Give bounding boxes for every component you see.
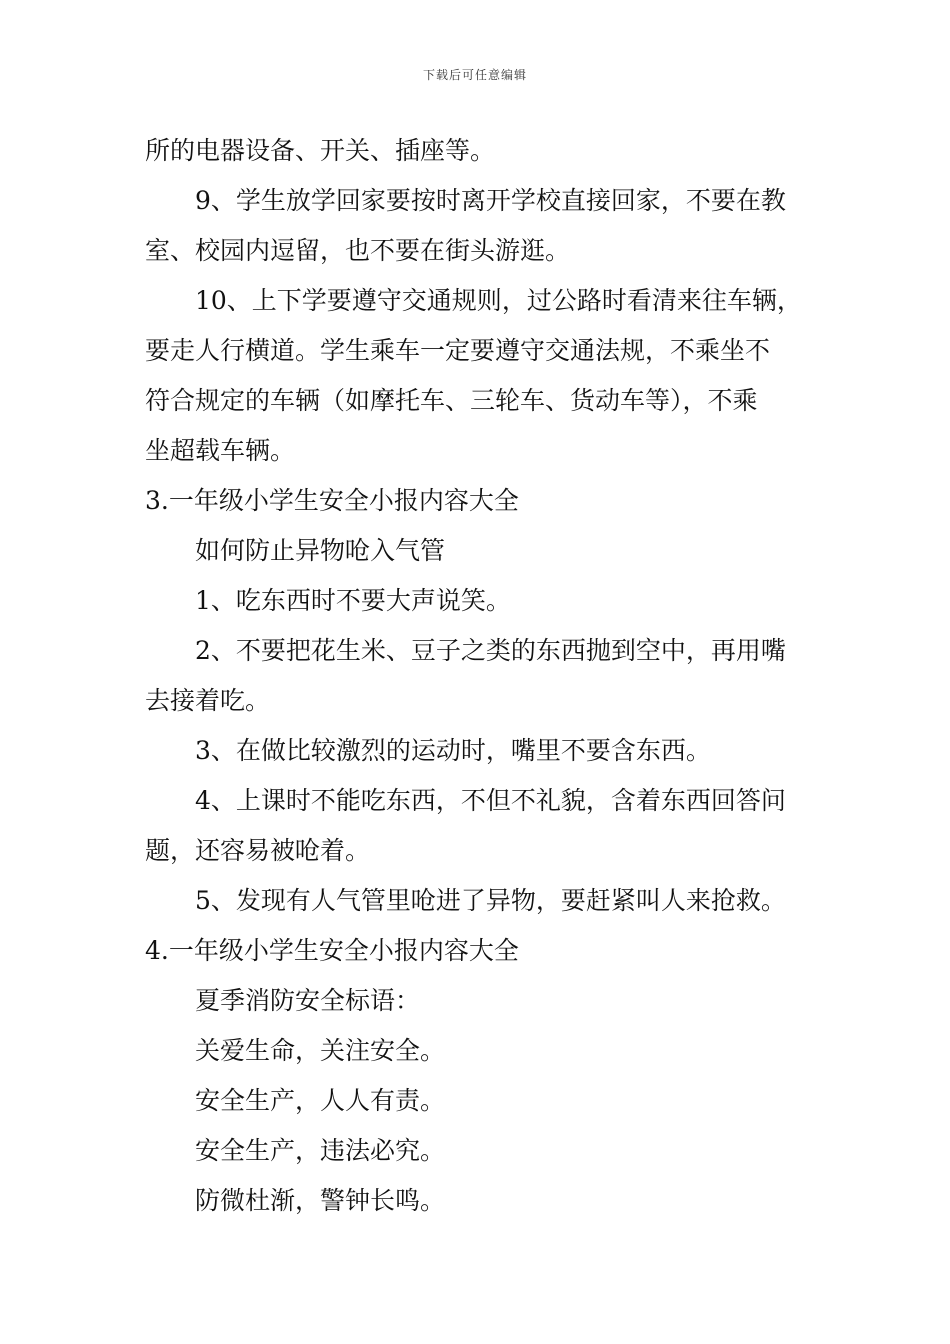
slogan-line: 关爱生命，关注安全。 <box>195 1036 446 1065</box>
list-item: 2、不要把花生米、豆子之类的东西抛到空中，再用嘴 <box>195 636 786 665</box>
list-item: 3、在做比较激烈的运动时，嘴里不要含东西。 <box>195 736 711 765</box>
slogan-line: 安全生产，人人有责。 <box>195 1086 446 1115</box>
list-item: 4、上课时不能吃东西，不但不礼貌，含着东西回答问 <box>195 786 786 815</box>
text-line: 室、校园内逗留，也不要在街头游逛。 <box>145 236 571 265</box>
list-item: 5、发现有人气管里呛进了异物，要赶紧叫人来抢救。 <box>195 886 786 915</box>
text-line: 10、上下学要遵守交通规则，过公路时看清来往车辆， <box>195 286 802 315</box>
text-line: 题，还容易被呛着。 <box>145 836 371 865</box>
text-line: 符合规定的车辆（如摩托车、三轮车、货动车等），不乘 <box>145 386 758 415</box>
subheading: 如何防止异物呛入气管 <box>195 536 446 565</box>
subheading: 夏季消防安全标语： <box>195 986 421 1015</box>
section-heading: 4.一年级小学生安全小报内容大全 <box>145 936 519 965</box>
page-header: 下载后可任意编辑 <box>422 68 527 82</box>
text-line: 坐超载车辆。 <box>145 436 296 465</box>
text-line: 9、学生放学回家要按时离开学校直接回家，不要在教 <box>195 186 786 215</box>
slogan-line: 安全生产，违法必究。 <box>195 1136 446 1165</box>
slogan-line: 防微杜渐，警钟长鸣。 <box>195 1186 446 1215</box>
text-line: 要走人行横道。学生乘车一定要遵守交通法规，不乘坐不 <box>145 336 771 365</box>
list-item: 1、吃东西时不要大声说笑。 <box>195 586 511 615</box>
text-line: 所的电器设备、开关、插座等。 <box>145 136 496 165</box>
document-body <box>145 126 815 1226</box>
text-line: 去接着吃。 <box>145 686 271 715</box>
section-heading: 3.一年级小学生安全小报内容大全 <box>145 486 519 515</box>
